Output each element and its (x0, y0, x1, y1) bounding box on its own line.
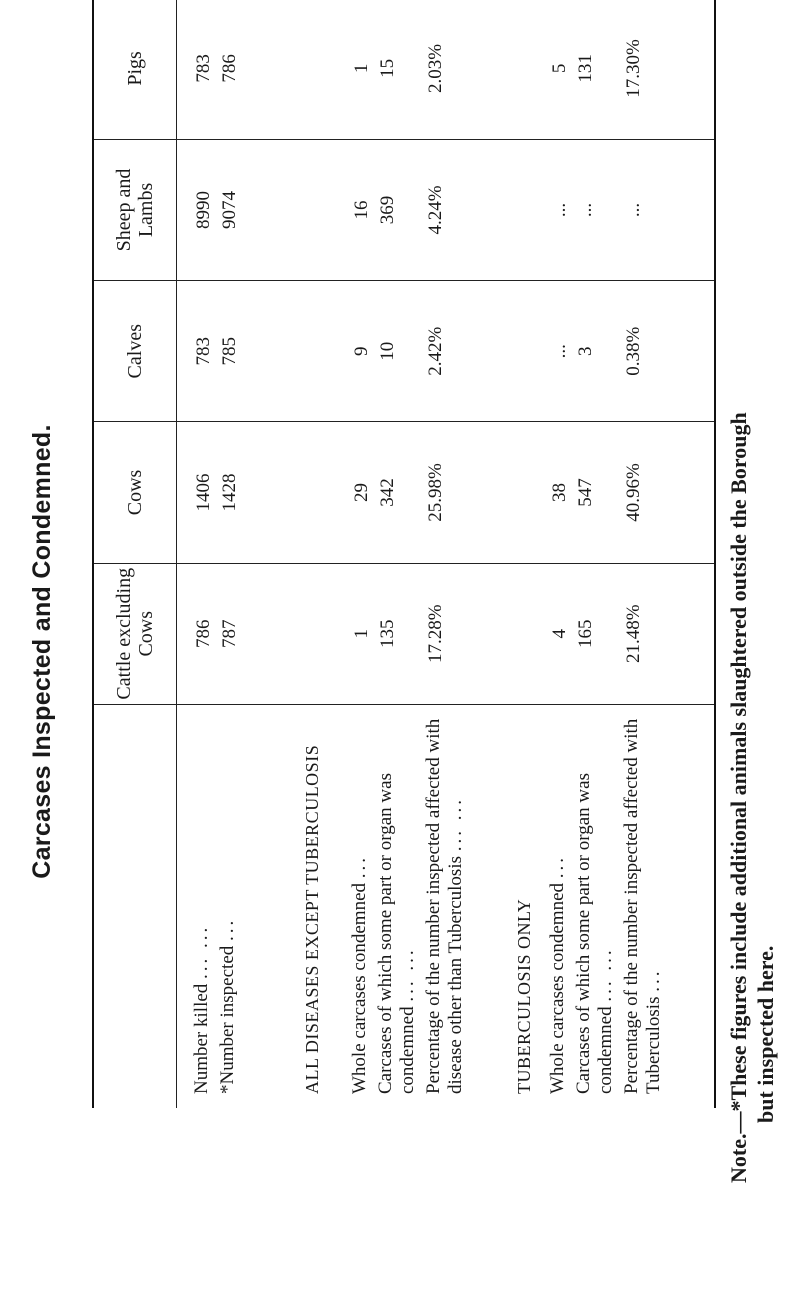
cell-group: 786 787 (177, 563, 288, 704)
cell-group: 5 131 17.30% (548, 39, 644, 98)
table-row (177, 0, 288, 1108)
cell-group: 8990 9074 (177, 139, 288, 280)
row-labels-tuberculosis: TUBERCULOSIS ONLY Whole carcases condemned ... Carcases of which some part or organ was condemned ... ... Percentage of the number inspected affected with Tuberculosis ... (499, 704, 714, 1108)
cell-group: 1 15 2.03% (351, 43, 447, 93)
table-row (499, 0, 714, 1108)
table-row (287, 0, 498, 1108)
footnote-line-1: Note.—*These figures include additional animals slaughtered outside the Borough (726, 412, 751, 1183)
cell-group: 38 547 40.96% (499, 422, 714, 563)
col-header-cows: Cows (94, 422, 177, 563)
cell-group: 1406 1428 (177, 422, 288, 563)
col-header-sheep: Sheep and Lambs (94, 139, 177, 280)
cell-group: 9 10 2.42% (287, 281, 498, 422)
section-heading: ALL DISEASES EXCEPT TUBERCULOSIS (302, 744, 323, 1094)
cell-group: ... 3 0.38% (499, 281, 714, 422)
cell-group: 29 342 25.98% (287, 422, 498, 563)
header-blank (94, 704, 177, 1108)
col-header-calves: Calves (94, 281, 177, 422)
section-heading: TUBERCULOSIS ONLY (513, 898, 534, 1094)
carcases-table (92, 0, 716, 1108)
footnote-line-2: but inspected here. (753, 945, 778, 1123)
cell-group: 16 369 4.24% (287, 139, 498, 280)
footnote (725, 33, 779, 1183)
row-labels-all-diseases: ALL DISEASES EXCEPT TUBERCULOSIS Whole carcases condemned ... Carcases of which some part or organ was condemned ... ... Percentage of the number inspected affected with disease other than Tuberculosis ... ... (287, 704, 498, 1108)
cell-group: ... ... ... (499, 139, 714, 280)
col-header-pigs: Pigs (94, 0, 177, 139)
col-header-cattle: Cattle excluding Cows (94, 563, 177, 704)
row-label: *Number inspected (217, 945, 238, 1094)
cell-group: 4 165 21.48% (499, 563, 714, 704)
page-title: Carcases Inspected and Condemned. (28, 424, 56, 879)
cell-group: 1 135 17.28% (287, 563, 498, 704)
cell-group: 783 786 (193, 54, 240, 83)
row-label: Number killed (191, 983, 212, 1094)
table-header-row (94, 0, 177, 1108)
cell-group: 783 785 (177, 281, 288, 422)
row-labels-counts: Number killed ... ... *Number inspected ... (177, 704, 288, 1108)
